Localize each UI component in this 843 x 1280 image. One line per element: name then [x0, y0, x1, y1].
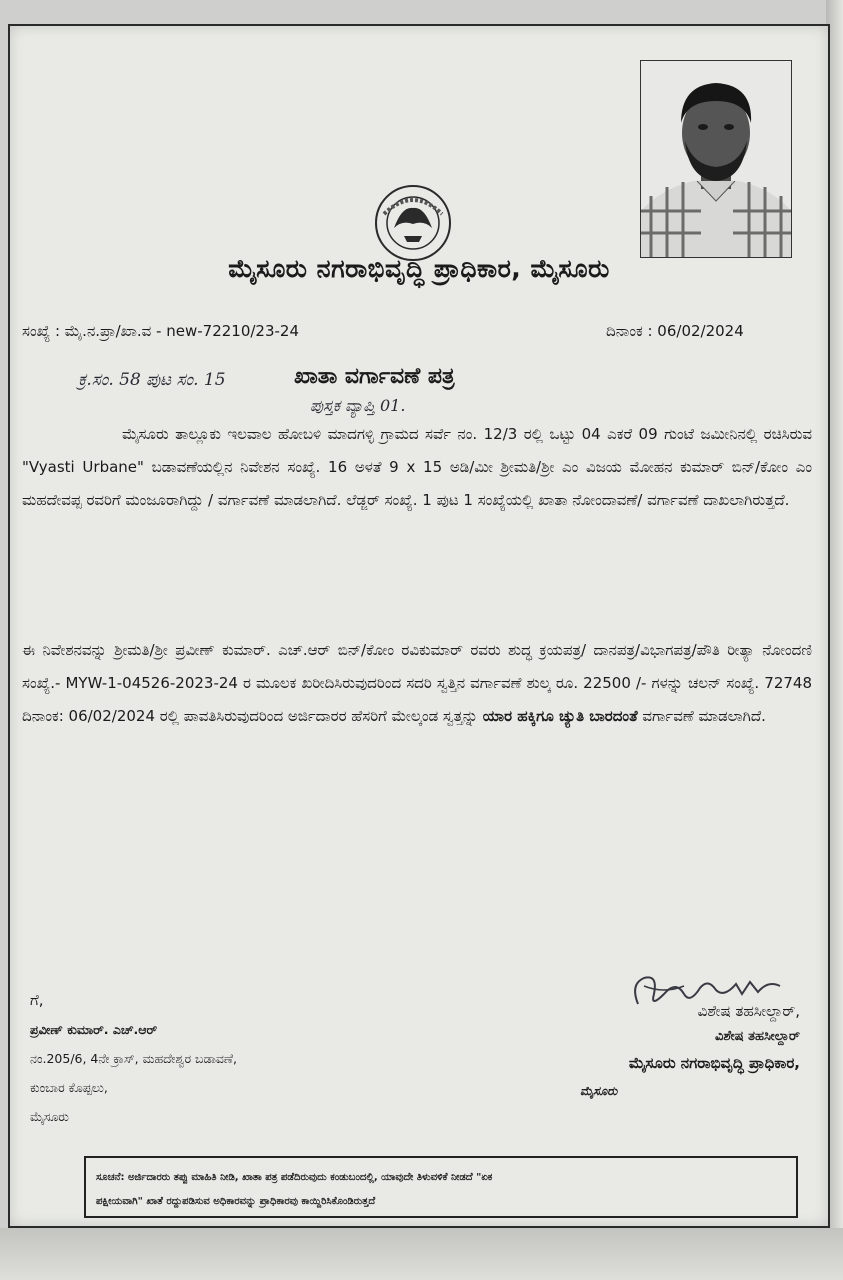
paragraph-allotment-text: ಮೈಸೂರು ತಾಲ್ಲೂಕು ಇಲವಾಲ ಹೋಬಳಿ ಮಾದಗಳ್ಳಿ ಗ್ರಾಮದ ಸರ್ವೆ ನಂ. 12/3 ರಲ್ಲಿ ಒಟ್ಟು 04 ಎಕರೆ 09 ಗುಂಟೆ ಜಮೀನಿನಲ್ಲಿ ರಚಿಸಿರುವ "Vyasti Urbane" ಬಡಾವಣೆಯಲ್ಲಿನ ನಿವೇಶನ ಸಂಖ್ಯೆ. 16 ಅಳತೆ 9 x 15 ಅಡಿ/ಮೀ ಶ್ರೀಮತಿ/ಶ್ರೀ ಎಂ ವಿಜಯ ಮೋಹನ ಕುಮಾರ್ ಬಿನ್/ಕೋಂ ಎಂ ಮಹದೇವಪ್ಪ ರವರಿಗೆ ಮಂಜೂರಾಗಿದ್ದು / ವರ್ಗಾವಣೆ ಮಾಡಲಾಗಿದೆ. ಲೆಡ್ಜರ್ ಸಂಖ್ಯೆ. 1 ಪುಟ 1 ಸಂಖ್ಯೆಯಲ್ಲಿ ಖಾತಾ ನೋಂದಾವಣೆ/ ವರ್ಗಾವಣೆ ದಾಖಲಾಗಿರುತ್ತದೆ. — [22, 425, 812, 509]
recipient-name: ಪ್ರವೀಣ್ ಕುಮಾರ್. ಎಚ್.ಆರ್ — [30, 1022, 158, 1037]
signatory-city: ಮೈಸೂರು — [580, 1084, 618, 1098]
notice-box — [84, 1156, 798, 1218]
notice-line2: ಪಕ್ಷೀಯವಾಗಿ" ಖಾತೆ ರದ್ದುಪಡಿಸುವ ಅಧಿಕಾರವನ್ನು ಪ್ರಾಧಿಕಾರವು ಕಾಯ್ದಿರಿಸಿಕೊಂಡಿರುತ್ತದೆ — [96, 1196, 376, 1207]
signatory-stamp: ವಿಶೇಷ ತಹಸೀಲ್ದಾರ್ — [715, 1029, 800, 1044]
paragraph-transfer-end: ವರ್ಗಾವಣೆ ಮಾಡಲಾಗಿದೆ. — [637, 707, 766, 725]
reference-number: ಸಂಖ್ಯೆ : ಮೈ.ನ.ಪ್ರಾ/ಖಾ.ವ - new-72210/23-24 — [22, 322, 300, 340]
notice-line1: ಸೂಚನೆ: ಅರ್ಜಿದಾರರು ತಪ್ಪು ಮಾಹಿತಿ ನೀಡಿ, ಖಾತಾ ಪತ್ರ ಪಡೆದಿರುವುದು ಕಂಡುಬಂದಲ್ಲಿ, ಯಾವುದೇ ತಿಳುವಳಿಕೆ ನೀಡದೆ "ಏಕ — [96, 1172, 493, 1183]
recipient-address-line2: ಕುಂಬಾರ ಕೊಪ್ಪಲು, — [30, 1080, 108, 1095]
recipient-salutation: ಗೆ, — [30, 991, 44, 1009]
person-photo-icon — [641, 61, 791, 257]
page-edge-bottom — [0, 1228, 843, 1280]
handwritten-serial-page: ಕ್ರ.ಸಂ. 58 ಪುಟ ಸಂ. 15 — [78, 370, 226, 390]
issue-date: ದಿನಾಂಕ : 06/02/2024 — [606, 322, 744, 340]
paragraph-transfer — [22, 634, 812, 733]
recipient-address-line1: ನಂ.205/6, 4ನೇ ಕ್ರಾಸ್, ಮಹದೇಶ್ವರ ಬಡಾವಣೆ, — [30, 1051, 237, 1066]
document-sheet — [8, 24, 830, 1228]
signatory-block — [510, 998, 800, 1076]
handwritten-book-ref: ಪುಸ್ತಕ ವ್ಯಾಪ್ತಿ 01. — [310, 396, 406, 415]
organization-title: ಮೈಸೂರು ನಗರಾಭಿವೃದ್ಧಿ ಪ್ರಾಧಿಕಾರ, ಮೈಸೂರು — [228, 254, 610, 283]
applicant-photo — [640, 60, 792, 258]
paragraph-allotment — [22, 418, 812, 517]
paragraph-transfer-text: ಈ ನಿವೇಶನವನ್ನು ಶ್ರೀಮತಿ/ಶ್ರೀ ಪ್ರವೀಣ್ ಕುಮಾರ್. ಎಚ್.ಆರ್ ಬಿನ್/ಕೋಂ ರವಿಕುಮಾರ್ ರವರು ಶುದ್ಧ ಕ್ರಯಪತ್ರ/ ದಾನಪತ್ರ/ವಿಭಾಗಪತ್ರ/ಪೌತಿ ರೀತ್ಯಾ ನೋಂದಣಿ ಸಂಖ್ಯೆ.- MYW-1-04526-2023-24 ರ ಮೂಲಕ ಖರೀದಿಸಿರುವುದರಿಂದ ಸದರಿ ಸ್ವತ್ತಿನ ವರ್ಗಾವಣೆ ಶುಲ್ಕ ರೂ. 22500 /- ಗಳನ್ನು ಚಲನ್ ಸಂಖ್ಯೆ. 72748 ದಿನಾಂಕ: 06/02/2024 ರಲ್ಲಿ ಪಾವತಿಸಿರುವುದರಿಂದ ಅರ್ಜಿದಾರರ ಹೆಸರಿಗೆ ಮೇಲ್ಕಂಡ ಸ್ವತ್ತನ್ನು — [22, 641, 812, 725]
signatory-designation: ವಿಶೇಷ ತಹಸೀಲ್ದಾರ್, — [697, 1002, 800, 1020]
paragraph-transfer-bold: ಯಾರ ಹಕ್ಕಿಗೂ ಚ್ಯುತಿ ಬಾರದಂತೆ — [482, 707, 638, 725]
authority-seal-icon — [374, 184, 452, 262]
recipient-city: ಮೈಸೂರು — [30, 1109, 69, 1124]
signatory-office: ಮೈಸೂರು ನಗರಾಭಿವೃದ್ಧಿ ಪ್ರಾಧಿಕಾರ, — [628, 1054, 800, 1072]
document-title: ಖಾತಾ ವರ್ಗಾವಣೆ ಪತ್ರ — [294, 364, 455, 389]
recipient-address — [30, 986, 237, 1131]
